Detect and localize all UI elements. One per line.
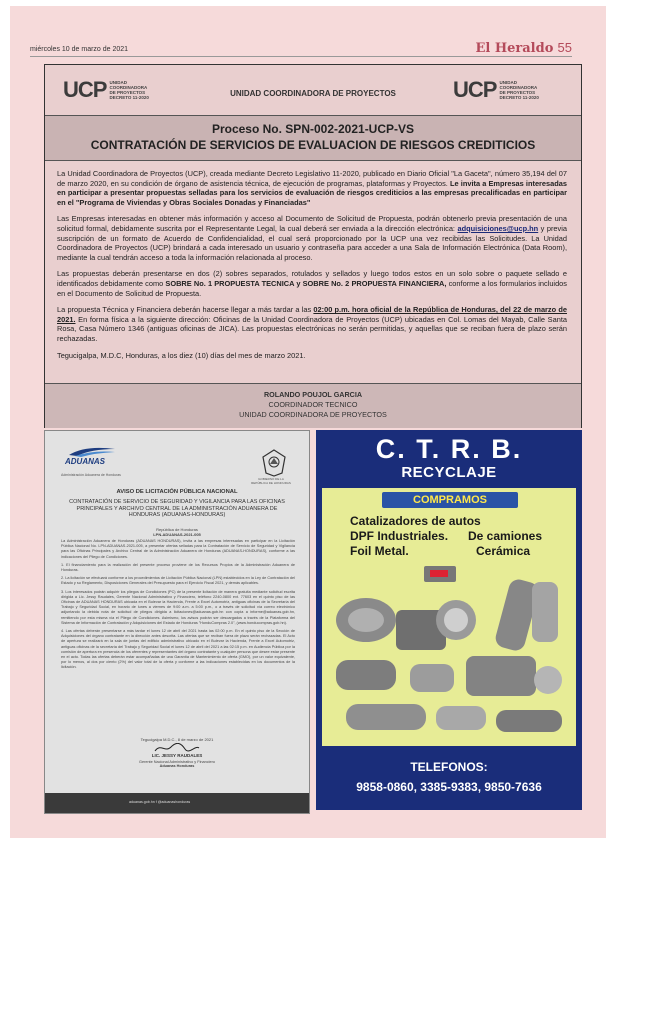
aduanas-republic: República de Honduras LPN-ADUANAS-2021-005 <box>153 527 201 537</box>
phones-label: TELEFONOS: <box>410 760 488 774</box>
header-rule <box>30 56 572 57</box>
aduanas-title: AVISO DE LICITACIÓN PÚBLICA NACIONAL <box>116 489 238 495</box>
aduanas-date: Tegucigalpa M.D.C., 8 de marzo de 2021 <box>140 737 214 742</box>
aduanas-body <box>61 539 295 674</box>
ucp-announcement <box>44 64 582 428</box>
catalytic-converters-image <box>326 560 572 742</box>
aduanas-logo-caption: Administración Aduanera de Honduras <box>61 473 121 477</box>
ucp-logo-right <box>453 77 539 103</box>
aduanas-notice <box>44 430 310 814</box>
paragraph-intro: La Unidad Coordinadora de Proyectos (UCP), creada mediante Decreto Legislativo 11-2020, publicado en Diario Oficial "La Gaceta", número 35,194 del 07 de marzo 2020, en su condición de órgano de asistencia técnica, de ejecución de programas, plataformas y Proyectos. Le invita a Empresas interesadas en participar a presentar propuestas selladas para los servicios de evaluación de riesgos crediticios a las empresas precalificadas en participar en el "Programa de Viviendas y Obras Sociales Donadas y Financiadas" <box>57 169 567 207</box>
aduanas-item: 1. El financiamiento para la realización del presente proceso proviene de los Recursos Propios de la Administración Aduanera de Honduras. <box>61 562 295 573</box>
ctrb-line-2a: DPF Industriales. <box>350 529 449 543</box>
aduanas-item: 2. La licitación se efectuará conforme a los procedimientos de Licitación Pública Nacional (LPN) establecidos en la Ley de Contratación del Estado y su Reglamento, Disposiciones Generales del Presupuesto para el Ejercicio Fiscal 2021, y demás aplicables. <box>61 576 295 586</box>
paragraph-envelopes: Las propuestas deberán presentarse en dos (2) sobres separados, rotulados y sellados y luego todos estos en un solo sobre o paquete sellado e identificados debidamente como SOBRE No. 1 PROPUESTA TECNICA y SOBRE No. 2 PROPUESTA FINANCIERA, conforme a los formularios incluidos en el Documento de Solicitud de Propuesta. <box>57 269 567 298</box>
paragraph-deadline: La propuesta Técnica y Financiera deberán hacerse llegar a más tardar a las 02:00 p.m. hora oficial de la República de Honduras, del 22 de marzo de 2021. En forma física a la siguiente dirección: Oficinas de la Unidad Coordinadora de Proyectos (UCP) ubicadas en Col. Lomas del Mayab, Calle Santa Rosa, Casa Número 1346 (antiguas oficinas de JICA). Las propuestas electrónicas no serán permitidas, y aquellas que se reciban fuera de plazo serán rechazadas. <box>57 305 567 343</box>
ctrb-subtitle: RECYCLAJE <box>401 464 497 481</box>
ctrb-line-3a: Foil Metal. <box>350 544 409 558</box>
aduanas-signer-role: Gerente Nacional Administrativo y Financiero Aduanas Honduras <box>139 760 215 768</box>
paragraph-place-date: Tegucigalpa, M.D.C, Honduras, a los diez (10) días del mes de marzo 2021. <box>57 350 306 360</box>
process-band <box>45 115 581 161</box>
aduanas-logo: ADUANAS <box>65 457 105 466</box>
signer-role: COORDINADOR TECNICO <box>268 400 358 409</box>
signature-scribble-icon <box>153 743 201 753</box>
ucp-logo-caption: UNIDAD COORDINADORA DE PROYECTOS DECRETO 11-2020 <box>109 80 149 100</box>
ucp-logo-text: UCP <box>63 77 107 102</box>
honduras-crest-icon <box>261 449 287 477</box>
signer-unit: UNIDAD COORDINADORA DE PROYECTOS <box>239 410 387 419</box>
aduanas-subtitle: CONTRATACIÓN DE SERVICIO DE SEGURIDAD Y VIGILANCIA PARA LAS OFICINAS PRINCIPALES Y ARCHIVO CENTRAL DE LA ADMINISTRACIÓN ADUANERA DE HONDURAS (ADUANAS-HONDURAS) <box>69 499 285 518</box>
ucp-logo-text: UCP <box>453 77 497 102</box>
aduanas-footer-text: aduanas.gob.hn f @aduanashonduras <box>129 800 191 804</box>
crest-caption: GOBIERNO DE LA REPÚBLICA DE HONDURAS <box>251 477 291 485</box>
ucp-header <box>45 65 581 113</box>
ctrb-line-3b: Cerámica <box>476 544 531 558</box>
aduanas-footer <box>45 793 309 813</box>
paragraph-info: Las Empresas interesadas en obtener más información y acceso al Documento de Solicitud de Propuesta, podrán obtenerlo previa presentación de una solicitud formal, debidamente suscrita por el Representante Legal, la cual deberá ser enviada a la dirección electrónica: adquisiciones@ucp.hn y previa suscripción de un formato de Acuerdo de Confidencialidad, el cual será proporcionado por la UCP una vez recibidas las Solicitudes. La Unidad Coordinadora de Proyectos (UCP) brindará a cada interesado un usuario y contraseña para acceder a una Sala de Información Electrónica (Data Room), mediante la cual tendrán acceso a toda la información relacionada al proceso. <box>57 214 567 262</box>
ctrb-advertisement <box>316 430 582 810</box>
newspaper-name <box>475 40 572 56</box>
ucp-logo-caption: UNIDAD COORDINADORA DE PROYECTOS DECRETO 11-2020 <box>499 80 539 100</box>
newspaper-title: El Heraldo <box>475 41 554 56</box>
contract-title: CONTRATACIÓN DE SERVICIOS DE EVALUACION DE RIESGOS CREDITICIOS <box>90 138 536 152</box>
signer-name: ROLANDO POUJOL GARCIA <box>263 390 363 399</box>
issue-date: miércoles 10 de marzo de 2021 <box>30 46 129 53</box>
ucp-body-text <box>57 169 567 367</box>
phone-numbers: 9858-0860, 3385-9383, 9850-7636 <box>356 780 542 794</box>
newspaper-page <box>10 6 606 838</box>
ctrb-title: C. T. R. B. <box>375 434 523 464</box>
page-number: 55 <box>557 40 572 55</box>
ctrb-line-2b: De camiones <box>468 529 543 543</box>
compramos-badge: COMPRAMOS <box>382 492 518 508</box>
aduanas-item: 4. Las ofertas deberán presentarse a más tardar el lunes 12 de abril del 2021 hasta las 02:00 p.m. En el quinto piso de la Sección de Adquisiciones del órgano contratante en la dirección antes descrita. Las ofertas que se reciban fuera de plazo serán rechazadas. El Acto de apertura se realizará en la sala de juntas del edificio administrativo ubicado en el Bulevar la Hacienda, Frente a Excel Automotriz, antiguas oficinas de la secretaría del Trabajo y Seguridad Social el lunes 12 de abril del 2021 a las 02:15 p.m. en Audiencia Pública por la comisión de apertura en presencia de los oferentes y representantes del órgano contratante y cualquier persona que desee estar presente en el acto. Todas las ofertas deberán estar acompañadas de una Garantía de Mantenimiento de oferta (GMO), por un valor equivalente, por lo menos, al dos por ciento (2%) del valor total de la oferta y conforme a las indicaciones establecidas en los documentos de la licitación. <box>61 629 295 670</box>
signature-band <box>45 383 581 428</box>
email-link[interactable]: adquisiciones@ucp.hn <box>457 223 539 233</box>
aduanas-intro: La Administración Aduanera de Honduras (ADUANAS HONDURAS), invita a las empresas interesadas en participar en la Licitación Pública Nacional No. LPN-ADUANAS-2021-005, a presentar ofertas selladas para la Contratación de Servicio de Seguridad y Vigilancia para las Oficinas Principales y Archivo Central de la Administración Aduanera de Honduras (ADUANAS-HONDURAS), conforme a las indicaciones del Pliego de Condiciones. <box>61 539 295 559</box>
aduanas-item: 3. Los interesados podrán adquirir los pliegos de Condiciones (PC) de la presente licitación de manera gratuita mediante solicitud escrita dirigida a Lic. Jessy Raudales, Gerente Nacional Administrativo y Financiero, teléfono 2240-0800 ext. 77603 en el quinto piso de las Oficinas de ADUANAS HONDURAS ubicada en el Bulevar la Hacienda, Frente a Excel Automotriz, antiguas oficinas de la Secretaría del Trabajo y Seguridad Social, en horario de lunes a viernes de 9:00 a.m. a 5:00 p.m., o a través de solicitud vía correo electrónico adjuntando la debida nota de solicitud de pliegos dirigida a licitaciones@aduanas.gob.hn con copia a informe@aduanas.gob.hn, remitiendo por esta misma vía el Pliego de Condiciones. Asimismo, los avisos podrán ser descargados a través de la Plataforma del Sistema de Información de Contratación y Adquisiciones del Estado de Honduras "HonduCompras 2.0", (www.honducompras.gob.hn). <box>61 589 295 625</box>
ctrb-line-1: Catalizadores de autos <box>350 514 481 528</box>
aduanas-swoosh-icon <box>67 445 117 457</box>
ucp-logo-left <box>63 77 149 103</box>
aduanas-signer: LIC. JESSY RAUDALES <box>151 753 203 758</box>
ucp-center-title: UNIDAD COORDINADORA DE PROYECTOS <box>230 89 396 98</box>
ctrb-panel <box>322 488 576 746</box>
process-number: Proceso No. SPN-002-2021-UCP-VS <box>211 122 415 136</box>
